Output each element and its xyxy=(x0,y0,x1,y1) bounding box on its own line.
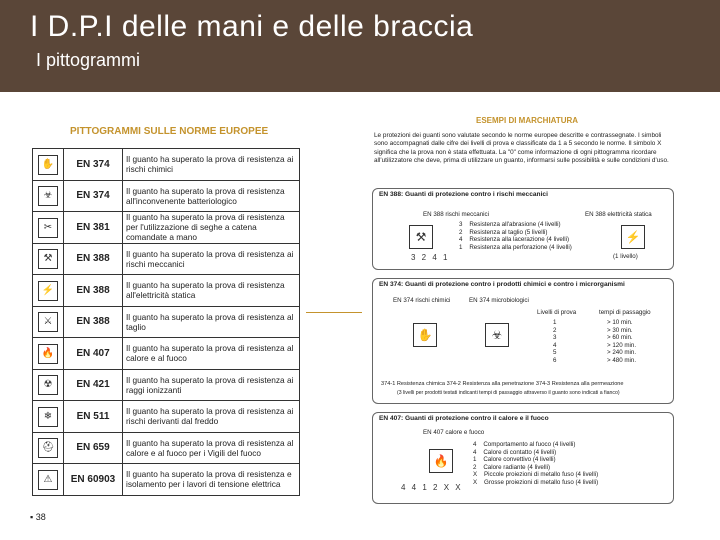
marking-intro-text: Le protezioni dei guanti sono valutate secondo le norme europee descritte e contrassegnate. I simboli sono accompagnati dalle cifre dei livelli di prova e classificate da 1 a 5 secondo le norme. Il simbolo X significa che la prova non è stata effettuata. La "0" come informazione di ogni pittogramma ricordare all'utilizzatore che deve, prima di utilizzare un guanto, informarsi sulle possibilità e sulle condizioni d'uso. xyxy=(374,132,669,165)
pictogram-row xyxy=(33,149,300,181)
gloves-mechanical-icon: ✋ xyxy=(38,155,58,175)
pictogram-row xyxy=(33,243,300,275)
norm-description: Il guanto ha superato la prova di resistenza all'elettricità statica xyxy=(123,275,300,307)
en407-box-heading: EN 407: Guanti di protezione contro il calore e il fuoco xyxy=(379,415,549,422)
pictogram-row xyxy=(33,212,300,244)
en388-code: 3 2 4 1 xyxy=(411,253,450,262)
en374-box-heading: EN 374: Guanti di protezione contro i prodotti chimici e contro i microrganismi xyxy=(379,281,625,288)
en374-example-box xyxy=(372,278,674,404)
norm-code: EN 60903 xyxy=(64,464,123,496)
voltage-triangle-icon: ⚠ xyxy=(38,470,58,490)
pictogram-row xyxy=(33,275,300,307)
en407-label: EN 407 calore e fuoco xyxy=(423,429,485,436)
page-number: ▪ 38 xyxy=(30,512,46,522)
slide-title: I D.P.I delle mani e delle braccia xyxy=(30,10,474,43)
static-electricity-icon: ⚡ xyxy=(38,281,58,301)
en374-times: > 10 min. > 30 min. > 60 min. > 120 min. > 240 min. > 480 min. xyxy=(607,319,637,364)
norm-code: EN 381 xyxy=(64,212,123,244)
connector-line xyxy=(306,312,362,313)
norm-description: Il guanto ha superato la prova di resistenza all'inconvenente batteriologico xyxy=(123,180,300,212)
norm-code: EN 659 xyxy=(64,432,123,464)
en388-static-note: (1 livello) xyxy=(613,253,638,260)
hammer-mechanical-icon: ⚒ xyxy=(38,249,58,269)
en388-box-heading: EN 388: Guanti di protezione contro i rischi meccanici xyxy=(379,191,548,198)
norm-description: Il guanto ha superato la prova di resistenza e isolamento per i lavori di tensione elettrica xyxy=(123,464,300,496)
pictogram-row xyxy=(33,401,300,433)
norm-code: EN 407 xyxy=(64,338,123,370)
norm-code: EN 388 xyxy=(64,275,123,307)
marking-examples-panel xyxy=(372,116,674,504)
en407-code: 4 4 1 2 X X xyxy=(401,483,463,492)
pictogram-icon-cell xyxy=(33,369,64,401)
norm-description: Il guanto ha superato la prova di resistenza al calore e al fuoco xyxy=(123,338,300,370)
pictogram-icon-cell xyxy=(33,306,64,338)
radiation-icon: ☢ xyxy=(38,375,58,395)
marking-examples-title: ESEMPI DI MARCHIATURA xyxy=(476,116,579,125)
pictogram-icon-cell xyxy=(33,338,64,370)
norm-description: Il guanto ha superato la prova di resistenza ai raggi ionizzanti xyxy=(123,369,300,401)
pictogram-icon-cell xyxy=(33,243,64,275)
en374-levels: 1 2 3 4 5 6 xyxy=(553,319,557,364)
pictogram-row xyxy=(33,338,300,370)
pictogram-row xyxy=(33,432,300,464)
en388-example-box xyxy=(372,188,674,270)
pictogram-icon-cell xyxy=(33,275,64,307)
firefighter-icon: ⛑ xyxy=(38,438,58,458)
slide-header xyxy=(0,0,720,92)
en374-levels-header: Livelli di prova xyxy=(537,309,577,316)
norm-description: Il guanto ha superato la prova di resistenza ai rischi meccanici xyxy=(123,243,300,275)
gloves-chemical-icon: ✋ xyxy=(413,323,437,347)
hammer-mechanical-icon: ⚒ xyxy=(409,225,433,249)
norm-code: EN 388 xyxy=(64,243,123,275)
norm-description: Il guanto ha superato la prova di resistenza ai rischi derivanti dal freddo xyxy=(123,401,300,433)
en407-levels: 4 Comportamento al fuoco (4 livelli) 4 Calore di contatto (4 livelli) 1 Calore convettivo (4 livelli) 2 Calore radiante (4 livelli) X Piccole proiezioni di metallo fuso (4 livelli) X Grosse proiezioni di metallo fuso (4 livelli) xyxy=(473,441,599,486)
norm-code: EN 421 xyxy=(64,369,123,401)
en407-example-box xyxy=(372,412,674,504)
norm-code: EN 511 xyxy=(64,401,123,433)
flame-icon: 🔥 xyxy=(429,449,453,473)
static-electricity-icon: ⚡ xyxy=(621,225,645,249)
en388-static-label: EN 388 elettricità statica xyxy=(585,211,652,218)
en374-micro-label: EN 374 microbiologici xyxy=(469,297,529,304)
pictogram-icon-cell xyxy=(33,212,64,244)
norm-description: Il guanto ha superato la prova di resistenza al calore e al fuoco per i Vigili del fuoco xyxy=(123,432,300,464)
pictograms-table-title: PITTOGRAMMI SULLE NORME EUROPEE xyxy=(70,126,269,137)
slide-subtitle: I pittogrammi xyxy=(36,50,141,70)
norm-code: EN 374 xyxy=(64,149,123,181)
en374-footer-note: (3 livelli per prodotti testati indicanti tempi di passaggio attraverso il guanto sono indicati a fianco) xyxy=(397,390,620,396)
norm-description: Il guanto ha superato la prova di resistenza ai rischi chimici xyxy=(123,149,300,181)
norm-description: Il guanto ha superato la prova di resistenza per l'utilizzazione di seghe a catena comandate a mano xyxy=(123,212,300,244)
pictograms-table xyxy=(32,148,300,496)
norm-code: EN 374 xyxy=(64,180,123,212)
cut-resistance-icon: ⚔ xyxy=(38,312,58,332)
en374-times-header: tempi di passaggio xyxy=(599,309,651,316)
pictogram-icon-cell xyxy=(33,149,64,181)
biohazard-icon: ☣ xyxy=(485,323,509,347)
norm-description: Il guanto ha superato la prova di resistenza al taglio xyxy=(123,306,300,338)
flame-icon: 🔥 xyxy=(38,344,58,364)
pictogram-row xyxy=(33,464,300,496)
pictogram-row xyxy=(33,369,300,401)
snowflake-icon: ❄ xyxy=(38,407,58,427)
pictogram-icon-cell xyxy=(33,401,64,433)
pictogram-row xyxy=(33,306,300,338)
en388-levels: 3 Resistenza all'abrasione (4 livelli) 2 Resistenza al taglio (5 livelli) 4 Resistenza alla lacerazione (4 livelli) 1 Resistenza alla perforazione (4 livelli) xyxy=(459,221,572,251)
en374-footer: 374-1 Resistenza chimica 374-2 Resistenza alla penetrazione 374-3 Resistenza alla permeazione xyxy=(381,381,624,387)
knife-cut-icon: ✂ xyxy=(38,218,58,238)
biohazard-icon: ☣ xyxy=(38,186,58,206)
pictogram-icon-cell xyxy=(33,432,64,464)
pictogram-icon-cell xyxy=(33,464,64,496)
en388-mechanical-label: EN 388 rischi meccanici xyxy=(423,211,490,218)
pictogram-icon-cell xyxy=(33,180,64,212)
norm-code: EN 388 xyxy=(64,306,123,338)
pictogram-row xyxy=(33,180,300,212)
en374-chemical-label: EN 374 rischi chimici xyxy=(393,297,451,304)
pictograms-table-panel xyxy=(30,118,300,500)
